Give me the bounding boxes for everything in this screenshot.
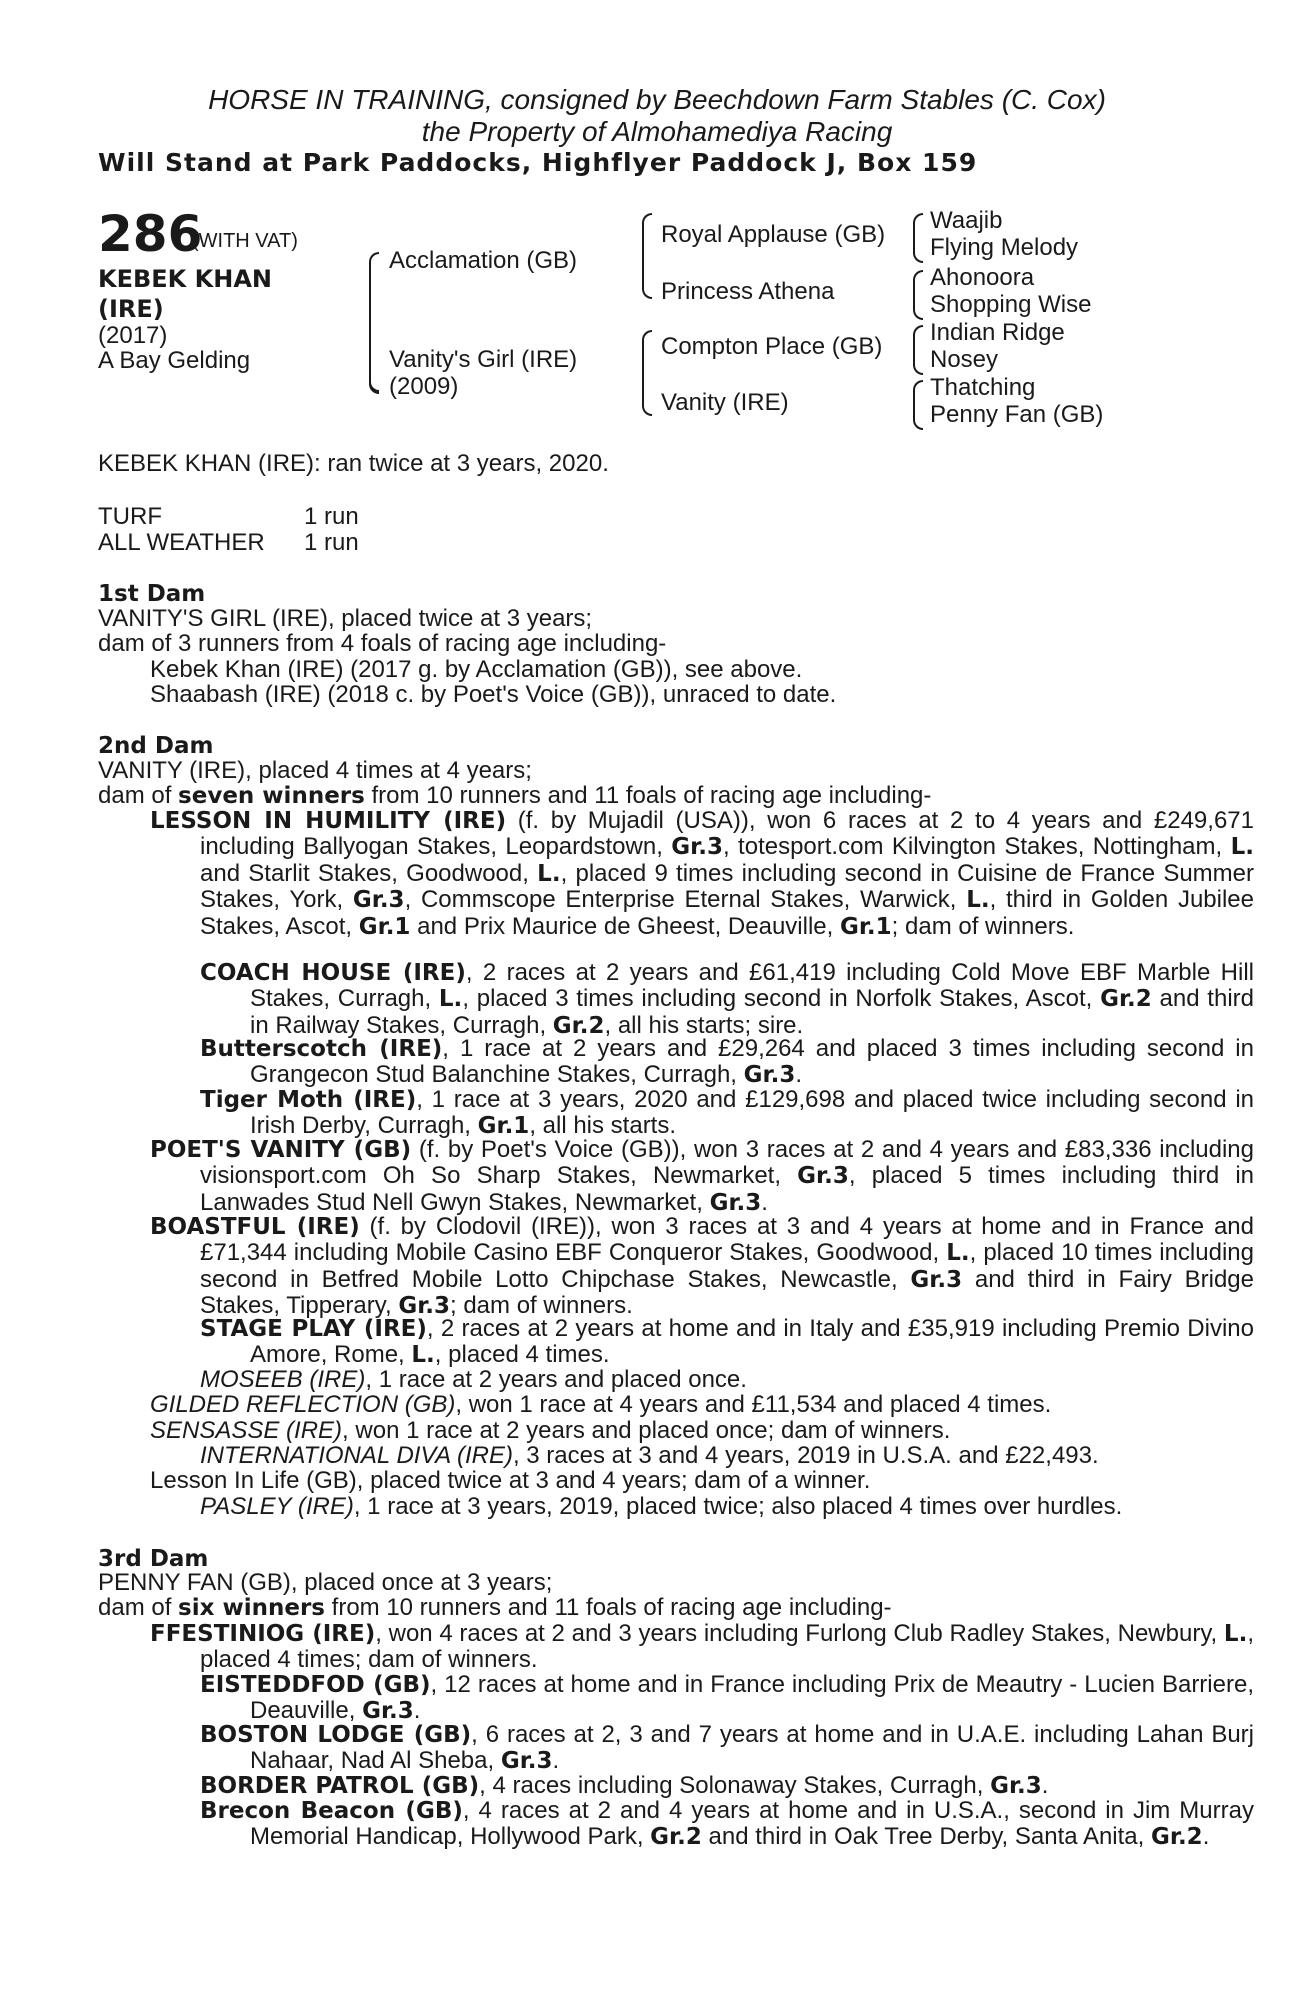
pedigree-brace-3b xyxy=(913,270,923,320)
ped-sire: Acclamation (GB) xyxy=(389,247,578,274)
third-dam-heading: 3rd Dam xyxy=(98,1546,209,1572)
first-dam-line-2: dam of 3 runners from 4 foals of racing age including- xyxy=(98,630,667,657)
second-dam-line-2: dam of seven winners from 10 runners and 11 foals of racing age including- xyxy=(98,782,932,809)
ped-dam: Vanity's Girl (IRE) xyxy=(389,346,578,373)
produce-eisteddfod: EISTEDDFOD (GB), 12 races at home and in France including Prix de Meautry - Lucien Barriere, Deauville, Gr.3. xyxy=(200,1671,1254,1725)
race-summary: KEBEK KHAN (IRE): ran twice at 3 years, 2020. xyxy=(98,450,609,477)
foaling-year: (2017) xyxy=(98,322,168,349)
ped-sire-dam: Princess Athena xyxy=(661,278,835,305)
third-dam-line-1: PENNY FAN (GB), placed once at 3 years; xyxy=(98,1569,553,1596)
ped-dam-sire: Compton Place (GB) xyxy=(661,333,883,360)
stand-line: Will Stand at Park Paddocks, Highflyer Paddock J, Box 159 xyxy=(98,148,978,177)
produce-coach-house: COACH HOUSE (IRE), 2 races at 2 years and £61,419 including Cold Move EBF Marble Hill Stakes, Curragh, L., placed 3 times including second in Norfolk Stakes, Ascot, Gr.2 and third in Railway Stakes, Curragh, Gr.2, all his starts; sire. xyxy=(200,959,1255,1039)
produce-boston-lodge: BOSTON LODGE (GB), 6 races at 2, 3 and 7 years at home and in U.A.E. including Lahan Burj Nahaar, Nad Al Sheba, Gr.3. xyxy=(200,1721,1254,1775)
ped-g7: Thatching xyxy=(930,374,1036,401)
produce-pasley: PASLEY (IRE), 1 race at 3 years, 2019, placed twice; also placed 4 times over hurdles. xyxy=(200,1493,1123,1520)
produce-lesson-in-life: Lesson In Life (GB), placed twice at 3 and 4 years; dam of a winner. xyxy=(150,1467,871,1494)
pedigree-brace-3a xyxy=(913,213,923,263)
record-runs-turf: 1 run xyxy=(304,503,359,530)
ped-g3: Ahonoora xyxy=(930,264,1035,291)
pedigree-brace-dam xyxy=(369,314,379,394)
produce-international-diva: INTERNATIONAL DIVA (IRE), 3 races at 3 and 4 years, 2019 in U.S.A. and £22,493. xyxy=(200,1442,1099,1469)
pedigree-brace-2b xyxy=(642,330,652,416)
third-dam-line-2: dam of six winners from 10 runners and 11 foals of racing age including- xyxy=(98,1594,892,1621)
first-dam-foal-1: Kebek Khan (IRE) (2017 g. by Acclamation (GB)), see above. xyxy=(150,656,803,683)
produce-poets-vanity: POET'S VANITY (GB) (f. by Poet's Voice (GB)), won 3 races at 2 and 4 years and £83,336 including visionsport.com Oh So Sharp Stakes, Newmarket, Gr.3, placed 5 times including third in Lanwades Stud Nell Gwyn Stakes, Newmarket, Gr.3. xyxy=(150,1136,1254,1216)
record-runs-aw: 1 run xyxy=(304,529,359,556)
produce-sensasse: SENSASSE (IRE), won 1 race at 2 years and placed once; dam of winners. xyxy=(150,1417,951,1444)
property-line: the Property of Almohamediya Racing xyxy=(421,116,893,147)
produce-lesson-in-humility: LESSON IN HUMILITY (IRE) (f. by Mujadil (USA)), won 6 races at 2 to 4 years and £249,671 including Ballyogan Stakes, Leopardstown, Gr.3, totesport.com Kilvington Stakes, Nottingham, L. and Starlit Stakes, Goodwood, L., placed 9 times including second in Cuisine de France Summer Stakes, York, Gr.3, Commscope Enterprise Eternal Stakes, Warwick, L., third in Golden Jubilee Stakes, Ascot, Gr.1 and Prix Maurice de Gheest, Deauville, Gr.1; dam of winners. xyxy=(150,807,1255,940)
ped-dam-dam: Vanity (IRE) xyxy=(661,389,789,416)
pedigree-brace-3c xyxy=(913,325,923,375)
first-dam-foal-2: Shaabash (IRE) (2018 c. by Poet's Voice (GB)), unraced to date. xyxy=(150,681,837,708)
ped-g2: Flying Melody xyxy=(930,234,1079,261)
vat-note: (WITH VAT) xyxy=(192,230,298,252)
horse-name: KEBEK KHAN (IRE) xyxy=(98,265,272,323)
second-dam-line-1: VANITY (IRE), placed 4 times at 4 years; xyxy=(98,757,532,784)
lot-number: 286 xyxy=(98,205,203,263)
second-dam-heading: 2nd Dam xyxy=(98,733,214,759)
produce-brecon-beacon: Brecon Beacon (GB), 4 races at 2 and 4 years at home and in U.S.A., second in Jim Murray Memorial Handicap, Hollywood Park, Gr.2 and third in Oak Tree Derby, Santa Anita, Gr.2. xyxy=(200,1797,1254,1851)
record-surface-aw: ALL WEATHER xyxy=(98,529,265,556)
produce-tiger-moth: Tiger Moth (IRE), 1 race at 3 years, 2020 and £129,698 and placed twice including second in Irish Derby, Curragh, Gr.1, all his starts. xyxy=(200,1086,1254,1140)
produce-gilded-reflection: GILDED REFLECTION (GB), won 1 race at 4 years and £11,534 and placed 4 times. xyxy=(150,1391,1052,1418)
ped-dam-year: (2009) xyxy=(389,373,459,400)
produce-moseeb: MOSEEB (IRE), 1 race at 2 years and placed once. xyxy=(200,1366,747,1393)
first-dam-heading: 1st Dam xyxy=(98,581,206,607)
produce-border-patrol: BORDER PATROL (GB), 4 races including Solonaway Stakes, Curragh, Gr.3. xyxy=(200,1772,1049,1799)
produce-stage-play: STAGE PLAY (IRE), 2 races at 2 years at home and in Italy and £35,919 including Premio Divino Amore, Rome, L., placed 4 times. xyxy=(200,1315,1254,1369)
ped-g1: Waajib xyxy=(930,207,1003,234)
pedigree-brace-2a xyxy=(642,213,652,299)
ped-g4: Shopping Wise xyxy=(930,291,1092,318)
first-dam-line-1: VANITY'S GIRL (IRE), placed twice at 3 years; xyxy=(98,605,593,632)
record-surface-turf: TURF xyxy=(98,503,162,530)
consignor-line: HORSE IN TRAINING, consigned by Beechdown Farm Stables (C. Cox) xyxy=(208,84,1106,115)
ped-g6: Nosey xyxy=(930,346,999,373)
ped-g8: Penny Fan (GB) xyxy=(930,401,1104,428)
produce-butterscotch: Butterscotch (IRE), 1 race at 2 years and £29,264 and placed 3 times including second in Grangecon Stud Balanchine Stakes, Curragh, Gr.3. xyxy=(200,1035,1254,1089)
horse-description: A Bay Gelding xyxy=(98,347,251,374)
produce-ffestiniog: FFESTINIOG (IRE), won 4 races at 2 and 3 years including Furlong Club Radley Stakes, Newbury, L., placed 4 times; dam of winners. xyxy=(150,1620,1254,1674)
pedigree-brace-3d xyxy=(913,380,923,430)
produce-boastful: BOASTFUL (IRE) (f. by Clodovil (IRE)), won 3 races at 3 and 4 years at home and in France and £71,344 including Mobile Casino EBF Conqueror Stakes, Goodwood, L., placed 10 times including second in Betfred Mobile Lotto Chipchase Stakes, Newcastle, Gr.3 and third in Fairy Bridge Stakes, Tipperary, Gr.3; dam of winners. xyxy=(150,1213,1254,1320)
ped-sire-sire: Royal Applause (GB) xyxy=(661,221,886,248)
ped-g5: Indian Ridge xyxy=(930,319,1065,346)
